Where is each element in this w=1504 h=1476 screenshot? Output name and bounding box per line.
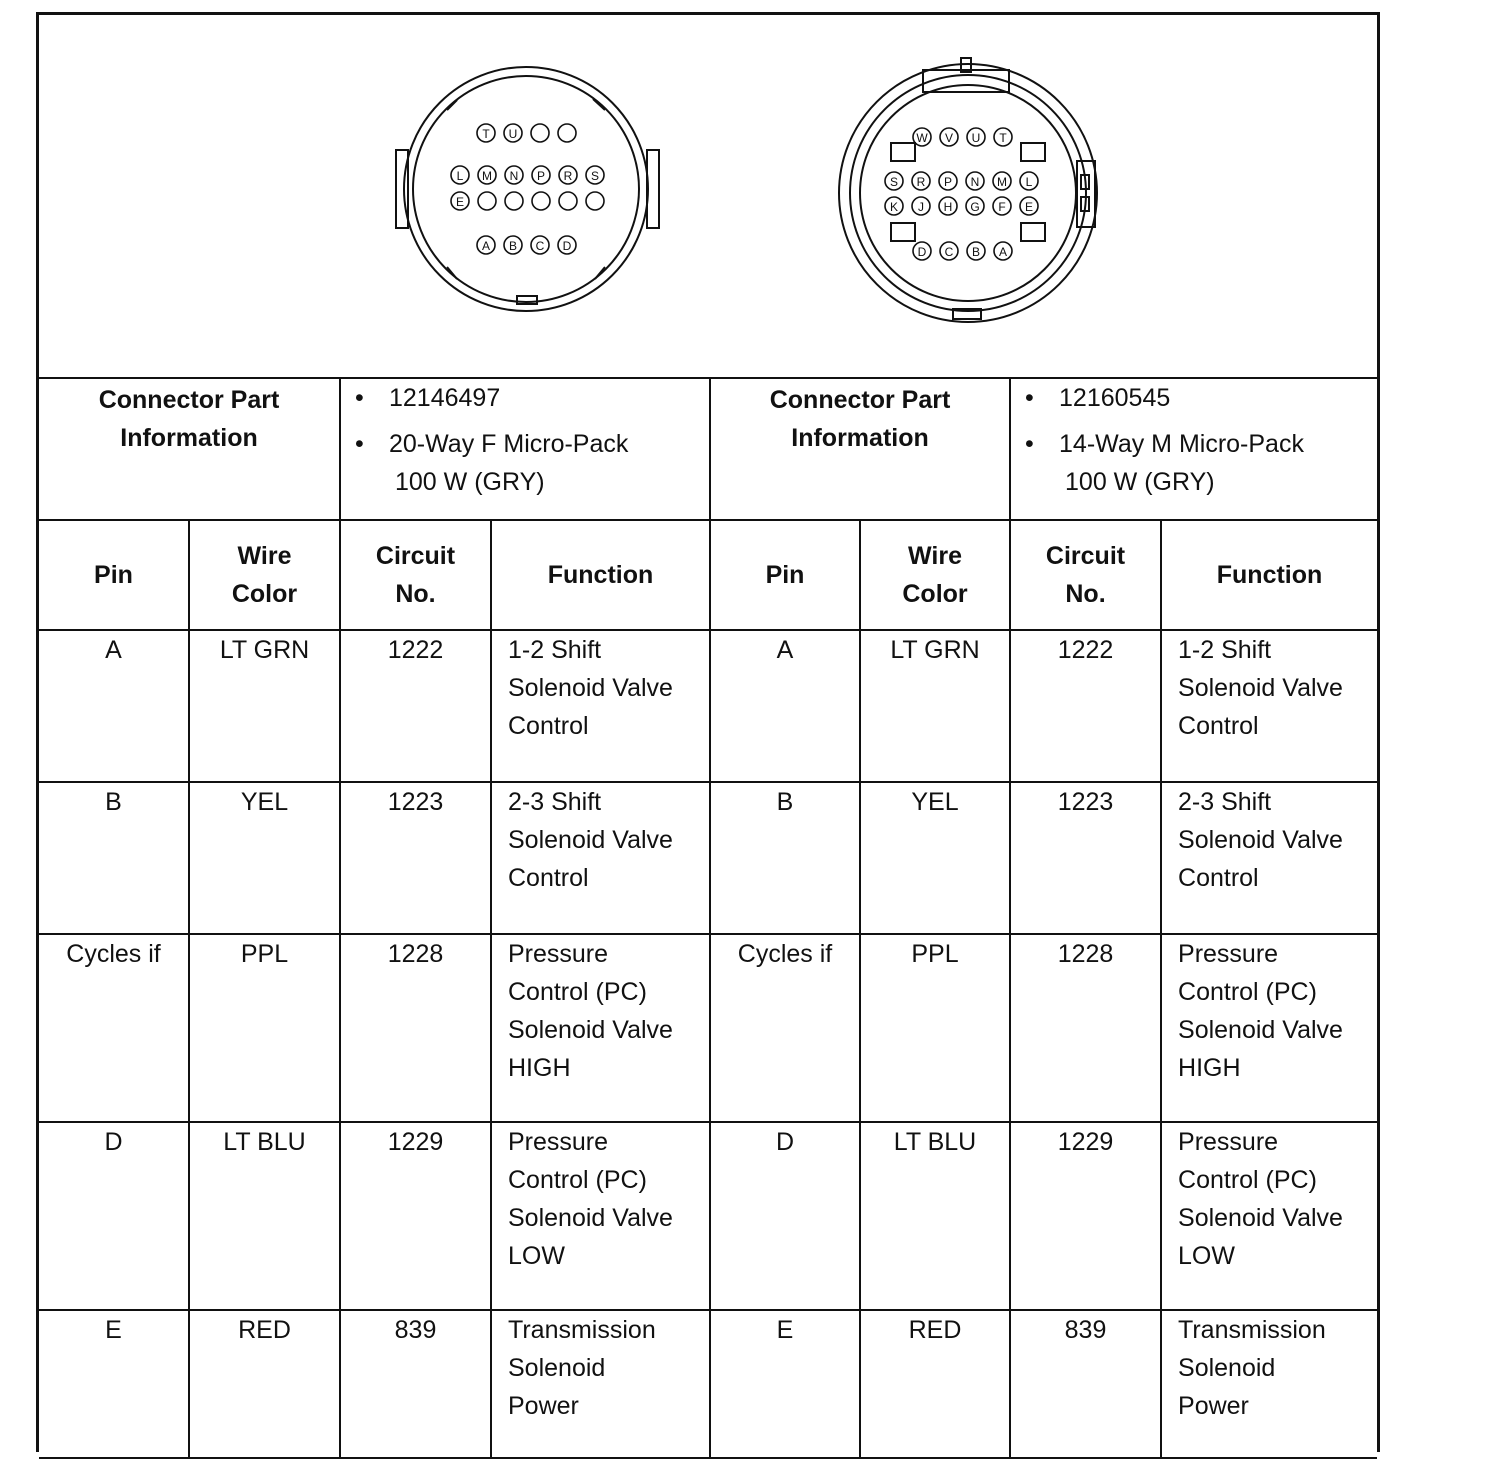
- wire-color-cell: PPL: [189, 934, 340, 1122]
- function-cell: [491, 782, 710, 934]
- pin-cell: E: [39, 1310, 189, 1458]
- function-cell: [491, 630, 710, 782]
- part-number-item: [355, 379, 709, 417]
- pin-label: H: [943, 200, 953, 214]
- col-pin: Pin: [39, 520, 189, 630]
- guide-block: [1021, 223, 1045, 241]
- pin-label: T: [999, 131, 1007, 145]
- pin-cavity: [532, 192, 550, 210]
- slot-mark: [447, 267, 457, 279]
- connector-info-details: [340, 378, 710, 520]
- function-line: Transmission: [1178, 1316, 1326, 1344]
- pin-label: E: [1024, 200, 1034, 214]
- col-function: Function: [491, 520, 710, 630]
- col-circuit-l2: No.: [1065, 580, 1106, 608]
- connector-info-heading: [39, 378, 340, 520]
- pin-label: C: [944, 245, 954, 259]
- pin-label: P: [536, 169, 546, 183]
- part-number-item: [1025, 379, 1377, 417]
- function-line: HIGH: [1178, 1054, 1241, 1082]
- description-line1: 20-Way F Micro-Pack: [389, 430, 629, 458]
- description-item: [355, 425, 709, 501]
- outer-shell: [839, 64, 1097, 322]
- pin-label: N: [970, 175, 980, 189]
- part-number: 12160545: [1059, 384, 1171, 412]
- pin-cavity: [558, 124, 576, 142]
- col-wire-color-l1: Wire: [237, 542, 292, 570]
- table-row: [39, 1122, 1377, 1310]
- slot-mark: [595, 267, 605, 279]
- col-circuit-l1: Circuit: [1045, 542, 1126, 570]
- col-function: Function: [1161, 520, 1377, 630]
- wire-color-cell: RED: [860, 1310, 1010, 1458]
- function-line: Power: [1178, 1392, 1249, 1420]
- pin-label: P: [943, 175, 953, 189]
- col-wire-color: [189, 520, 340, 630]
- pin-label: E: [455, 195, 465, 209]
- pin-cell: E: [710, 1310, 860, 1458]
- wire-color-cell: RED: [189, 1310, 340, 1458]
- col-pin: Pin: [710, 520, 860, 630]
- function-cell: [491, 1310, 710, 1458]
- slot-mark: [593, 99, 605, 110]
- connector-info-details: [1010, 378, 1377, 520]
- info-heading-text: Connector Part Information: [769, 386, 951, 452]
- function-cell: [1161, 782, 1377, 934]
- function-line: Solenoid: [1178, 1354, 1276, 1382]
- pin-label: J: [918, 200, 924, 214]
- function-line: Solenoid Valve: [1178, 826, 1343, 854]
- circuit-cell: 1222: [340, 630, 491, 782]
- function-line: Control: [1178, 864, 1259, 892]
- function-cell: [491, 934, 710, 1122]
- function-line: Solenoid Valve: [508, 674, 673, 702]
- bullet-icon: •: [355, 430, 364, 458]
- circuit-cell: 1223: [340, 782, 491, 934]
- wire-color-cell: YEL: [189, 782, 340, 934]
- function-line: Solenoid Valve: [1178, 1204, 1343, 1232]
- pin-label: M: [482, 169, 492, 183]
- function-line: LOW: [1178, 1242, 1235, 1270]
- info-heading-text: Connector Part Information: [98, 386, 280, 452]
- function-cell: [1161, 1122, 1377, 1310]
- pin-label: M: [997, 175, 1007, 189]
- pin-label: L: [456, 169, 464, 183]
- circuit-cell: 1229: [340, 1122, 491, 1310]
- pin-cavity: [478, 192, 496, 210]
- col-circuit: [340, 520, 491, 630]
- pin-label: G: [970, 200, 980, 214]
- pin-label: A: [998, 245, 1008, 259]
- col-wire-color-l2: Color: [902, 580, 968, 608]
- guide-block: [891, 223, 915, 241]
- pin-label: R: [563, 169, 573, 183]
- function-line: Solenoid Valve: [508, 826, 673, 854]
- pin-cell: D: [39, 1122, 189, 1310]
- function-line: Solenoid Valve: [508, 1204, 673, 1232]
- wire-color-cell: LT BLU: [189, 1122, 340, 1310]
- function-cell: [1161, 934, 1377, 1122]
- description-item: [1025, 425, 1377, 501]
- pin-label: N: [509, 169, 519, 183]
- wire-color-cell: LT GRN: [860, 630, 1010, 782]
- function-line: Control: [508, 712, 589, 740]
- pin-cell: B: [710, 782, 860, 934]
- wire-color-cell: PPL: [860, 934, 1010, 1122]
- part-number: 12146497: [389, 384, 501, 412]
- pin-label: K: [889, 200, 899, 214]
- table-row: [39, 934, 1377, 1122]
- function-cell: [491, 1122, 710, 1310]
- pin-label: S: [590, 169, 600, 183]
- function-line: Control (PC): [508, 978, 647, 1006]
- circuit-cell: 1228: [1010, 934, 1161, 1122]
- function-line: Solenoid Valve: [1178, 674, 1343, 702]
- description-line1: 14-Way M Micro-Pack: [1059, 430, 1304, 458]
- bullet-icon: •: [1025, 430, 1034, 458]
- pin-label: B: [971, 245, 981, 259]
- pin-label: U: [971, 131, 981, 145]
- connector-sheet: [36, 12, 1380, 1452]
- col-wire-color-l2: Color: [231, 580, 298, 608]
- function-line: Pressure: [508, 940, 609, 968]
- description-line2: 100 W (GRY): [395, 468, 545, 496]
- function-line: Solenoid: [508, 1354, 606, 1382]
- pin-label: U: [508, 127, 518, 141]
- col-circuit: [1010, 520, 1161, 630]
- wire-color-cell: LT BLU: [860, 1122, 1010, 1310]
- function-line: Power: [508, 1392, 579, 1420]
- pin-label: A: [481, 239, 491, 253]
- pin-label: W: [916, 131, 928, 145]
- col-wire-color-l1: Wire: [908, 542, 962, 570]
- function-line: 1-2 Shift: [508, 636, 602, 664]
- circuit-cell: 1228: [340, 934, 491, 1122]
- function-line: Pressure: [1178, 1128, 1279, 1156]
- function-line: Control (PC): [1178, 978, 1317, 1006]
- wire-color-cell: LT GRN: [189, 630, 340, 782]
- function-line: Control (PC): [508, 1166, 647, 1194]
- pin-cell: B: [39, 782, 189, 934]
- function-line: Control (PC): [1178, 1166, 1317, 1194]
- circuit-cell: 839: [1010, 1310, 1161, 1458]
- connector-diagram-area: [39, 15, 1377, 379]
- table-row: [39, 782, 1377, 934]
- pin-label: L: [1025, 175, 1033, 189]
- function-line: Transmission: [508, 1316, 656, 1344]
- bullet-icon: •: [1025, 384, 1034, 412]
- function-line: Control: [1178, 712, 1259, 740]
- function-line: Pressure: [1178, 940, 1279, 968]
- pinout-table: [39, 377, 1377, 1459]
- circuit-cell: 1223: [1010, 782, 1161, 934]
- col-circuit-l1: Circuit: [375, 542, 456, 570]
- bullet-icon: •: [355, 384, 364, 412]
- connector-diagrams: [39, 15, 1377, 377]
- function-line: Control: [508, 864, 589, 892]
- pin-cell: A: [710, 630, 860, 782]
- function-line: 2-3 Shift: [508, 788, 602, 816]
- function-line: 2-3 Shift: [1178, 788, 1272, 816]
- slot-mark: [447, 100, 457, 110]
- inner-shell: [860, 85, 1076, 301]
- connector-20-way-diagram: [396, 67, 659, 311]
- function-cell: [1161, 1310, 1377, 1458]
- function-cell: [1161, 630, 1377, 782]
- circuit-cell: 839: [340, 1310, 491, 1458]
- function-line: Pressure: [508, 1128, 609, 1156]
- pin-cell: A: [39, 630, 189, 782]
- function-line: 1-2 Shift: [1178, 636, 1272, 664]
- column-header-row: [39, 520, 1377, 630]
- pin-cell: Cycles if: [39, 934, 189, 1122]
- middle-shell: [850, 75, 1086, 311]
- pin-label: V: [944, 131, 954, 145]
- pin-cavities: [451, 124, 604, 254]
- pin-cavity: [505, 192, 523, 210]
- circuit-cell: 1222: [1010, 630, 1161, 782]
- function-line: LOW: [508, 1242, 565, 1270]
- table-row: [39, 630, 1377, 782]
- description-line2: 100 W (GRY): [1065, 468, 1215, 496]
- pin-label: D: [917, 245, 927, 259]
- col-circuit-l2: No.: [395, 580, 436, 608]
- pin-label: B: [508, 239, 518, 253]
- wire-color-cell: YEL: [860, 782, 1010, 934]
- outer-shell: [404, 67, 648, 311]
- guide-block: [891, 143, 915, 161]
- pin-label: R: [916, 175, 926, 189]
- connector-14-way-diagram: [839, 58, 1097, 322]
- pin-label: S: [889, 175, 899, 189]
- pin-label: C: [535, 239, 545, 253]
- connector-info-row: [39, 378, 1377, 520]
- table-row: [39, 1310, 1377, 1458]
- circuit-cell: 1229: [1010, 1122, 1161, 1310]
- pin-label: T: [482, 127, 490, 141]
- pin-cavity: [531, 124, 549, 142]
- pin-label: D: [562, 239, 572, 253]
- pin-cell: Cycles if: [710, 934, 860, 1122]
- pin-label: F: [998, 200, 1006, 214]
- function-line: Solenoid Valve: [1178, 1016, 1343, 1044]
- pin-cavity: [559, 192, 577, 210]
- guide-block: [1021, 143, 1045, 161]
- col-wire-color: [860, 520, 1010, 630]
- pin-cavity: [586, 192, 604, 210]
- connector-info-heading: [710, 378, 1010, 520]
- function-line: Solenoid Valve: [508, 1016, 673, 1044]
- pin-cell: D: [710, 1122, 860, 1310]
- function-line: HIGH: [508, 1054, 571, 1082]
